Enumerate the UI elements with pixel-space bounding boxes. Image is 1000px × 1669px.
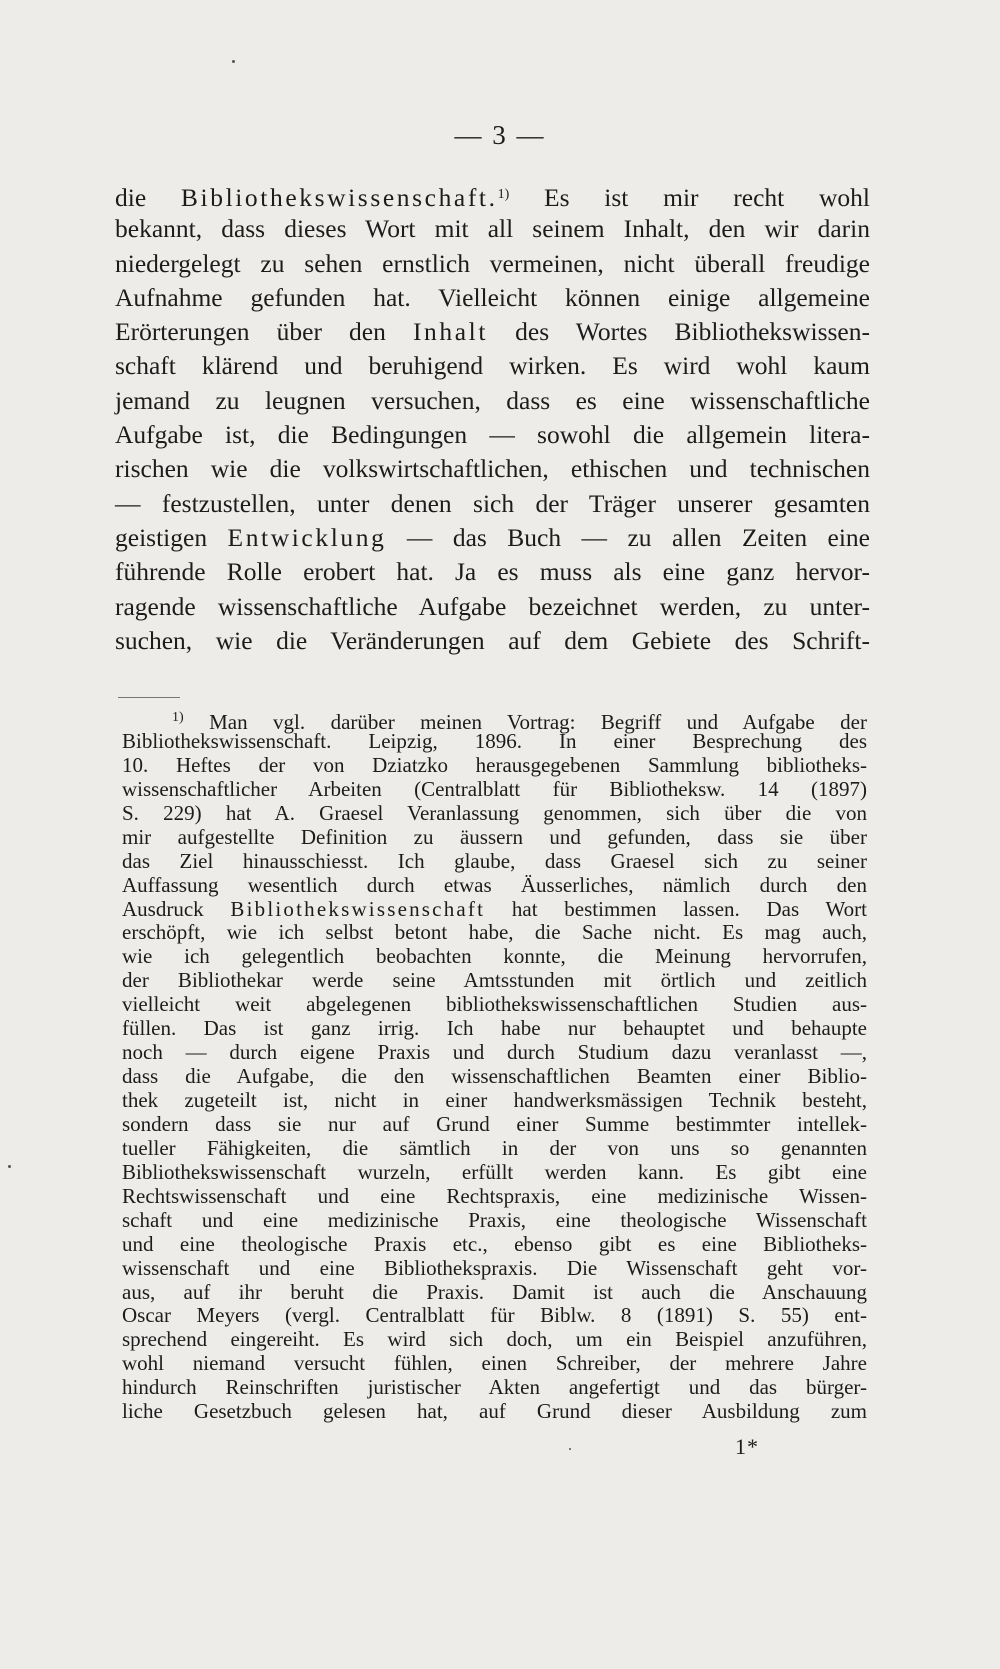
text-run: des Wortes Bibliothekswissen-: [488, 317, 870, 347]
main-text-line: schaft klärend und beruhigend wirken. Es wird wohl kaum: [115, 351, 870, 381]
footnote-line: [122, 706, 867, 734]
text-run: — das Buch — zu allen Zeiten eine: [386, 522, 870, 552]
footnote-line: Rechtswissenschaft und eine Rechtspraxis, eine medizinische Wissen-: [122, 1183, 867, 1208]
text-run: geistigen: [115, 522, 228, 552]
footnote-line: füllen. Das ist ganz irrig. Ich habe nur behauptet und behaupte: [122, 1016, 867, 1041]
main-text-line: rischen wie die volkswirtschaftlichen, ethischen und technischen: [115, 454, 870, 484]
text-run: die: [115, 183, 181, 212]
main-text-line: suchen, wie die Veränderungen auf dem Gebiete des Schrift-: [115, 625, 870, 655]
main-text-line: [115, 521, 870, 555]
text-run: Man vgl. darüber meinen Vortrag: Begriff und Aufgabe der: [183, 710, 867, 734]
footnote-line: Bibliothekswissenschaft wurzeln, erfüllt werden kann. Es gibt eine: [122, 1159, 867, 1184]
main-text-line: führende Rolle erobert hat. Ja es muss als eine ganz hervor-: [115, 557, 870, 587]
text-run: Ausdruck: [122, 896, 231, 921]
main-text-line: Aufnahme gefunden hat. Vielleicht können einige allgemeine: [115, 282, 870, 312]
footnote-line: Bibliothekswissenschaft. Leipzig, 1896. In einer Besprechung des: [122, 728, 867, 753]
footnote-line: und eine theologische Praxis etc., ebenso gibt es eine Bibliotheks-: [122, 1231, 867, 1256]
footnote-line: hindurch Reinschriften juristischer Akten angefertigt und das bürger-: [122, 1375, 867, 1400]
footnote-line: mir aufgestellte Definition zu äussern und gefunden, dass sie über: [122, 824, 867, 849]
footnote-line: sprechend eingereiht. Es wird sich doch, um ein Beispiel anzuführen,: [122, 1327, 867, 1352]
main-text-line: — festzustellen, unter denen sich der Träger unserer gesamten: [115, 488, 870, 518]
text-run: Es ist mir recht wohl: [509, 183, 871, 212]
signature-mark: 1*: [735, 1434, 759, 1459]
main-text-line: jemand zu leugnen versuchen, dass es eine wissenschaftliche: [115, 385, 870, 415]
footnote-line: thek zugeteilt ist, nicht in einer handwerksmässigen Technik besteht,: [122, 1088, 867, 1112]
footnote-line: schaft und eine medizinische Praxis, eine theologische Wissenschaft: [122, 1207, 867, 1232]
footnote-line: 10. Heftes der von Dziatzko herausgegebenen Sammlung bibliotheks-: [122, 752, 867, 777]
paper-speck: [569, 1448, 571, 1450]
footnote-line: [122, 898, 867, 922]
emphasized-term: Entwicklung: [227, 522, 387, 552]
footnote-line: vielleicht weit abgelegenen bibliothekswissenschaftlichen Studien aus-: [122, 992, 867, 1017]
emphasized-term: Bibliothekswissenschaft: [230, 896, 486, 921]
footnote-line: wohl niemand versucht fühlen, einen Schreiber, der mehrere Jahre: [122, 1351, 867, 1376]
footnote-line: das Ziel hinausschiesst. Ich glaube, dass Graesel sich zu seiner: [122, 848, 867, 873]
footnote-line: wie ich gelegentlich beobachten konnte, die Meinung hervorrufen,: [122, 944, 867, 969]
footnote-line: wissenschaftlicher Arbeiten (Centralblatt für Bibliotheksw. 14 (1897): [122, 776, 867, 801]
footnote-line: liche Gesetzbuch gelesen hat, auf Grund dieser Ausbildung zum: [122, 1399, 867, 1424]
footnote-reference: 1): [497, 187, 510, 202]
main-text-line: Aufgabe ist, die Bedingungen — sowohl die allgemein litera-: [115, 420, 870, 450]
footnote-line: Auffassung wesentlich durch etwas Äusserliches, nämlich durch den: [122, 872, 867, 897]
footnote-line: Oscar Meyers (vergl. Centralblatt für Biblw. 8 (1891) S. 55) ent-: [122, 1303, 867, 1328]
text-run: hat bestimmen lassen. Das Wort: [485, 896, 868, 921]
paper-speck: [232, 60, 235, 63]
footnote-line: tueller Fähigkeiten, die sämtlich in der von uns so genannten: [122, 1135, 867, 1160]
footnote-line: dass die Aufgabe, die den wissenschaftlichen Beamten einer Biblio-: [122, 1064, 867, 1089]
text-run: Erörterungen über den: [115, 317, 413, 347]
footnote-line: aus, auf ihr beruht die Praxis. Damit ist auch die Anschauung: [122, 1279, 867, 1304]
footnote-line: erschöpft, wie ich selbst betont habe, die Sache nicht. Es mag auch,: [122, 920, 867, 945]
paper-speck: [8, 1165, 11, 1168]
emphasized-term: Bibliothekswissenschaft.: [180, 183, 498, 212]
footnote-line: S. 229) hat A. Graesel Veranlassung genommen, sich über die von: [122, 800, 867, 825]
main-text-line: ragende wissenschaftliche Aufgabe bezeichnet werden, zu unter-: [115, 591, 870, 621]
main-text-line: [115, 315, 870, 349]
footnote-divider: [118, 697, 180, 698]
footnote-line: sondern dass sie nur auf Grund einer Summe bestimmter intellek-: [122, 1111, 867, 1136]
footnote-line: der Bibliothekar werde seine Amtsstunden mit örtlich und zeitlich: [122, 968, 867, 993]
footnote-line: noch — durch eigene Praxis und durch Studium dazu veranlasst —,: [122, 1040, 867, 1065]
footnote-line: wissenschaft und eine Bibliothekspraxis. Die Wissenschaft geht vor-: [122, 1255, 867, 1280]
emphasized-term: Inhalt: [412, 317, 489, 347]
footnote-block: [122, 706, 867, 1424]
main-text-line: bekannt, dass dieses Wort mit all seinem Inhalt, den wir darin: [115, 214, 870, 244]
footnote-marker: 1): [172, 710, 184, 725]
main-text-line: niedergelegt zu sehen ernstlich vermeinen, nicht überall freudige: [115, 248, 870, 278]
main-text-line: [115, 178, 870, 212]
page-number: — 3 —: [454, 120, 546, 150]
main-text-body: [115, 178, 870, 658]
